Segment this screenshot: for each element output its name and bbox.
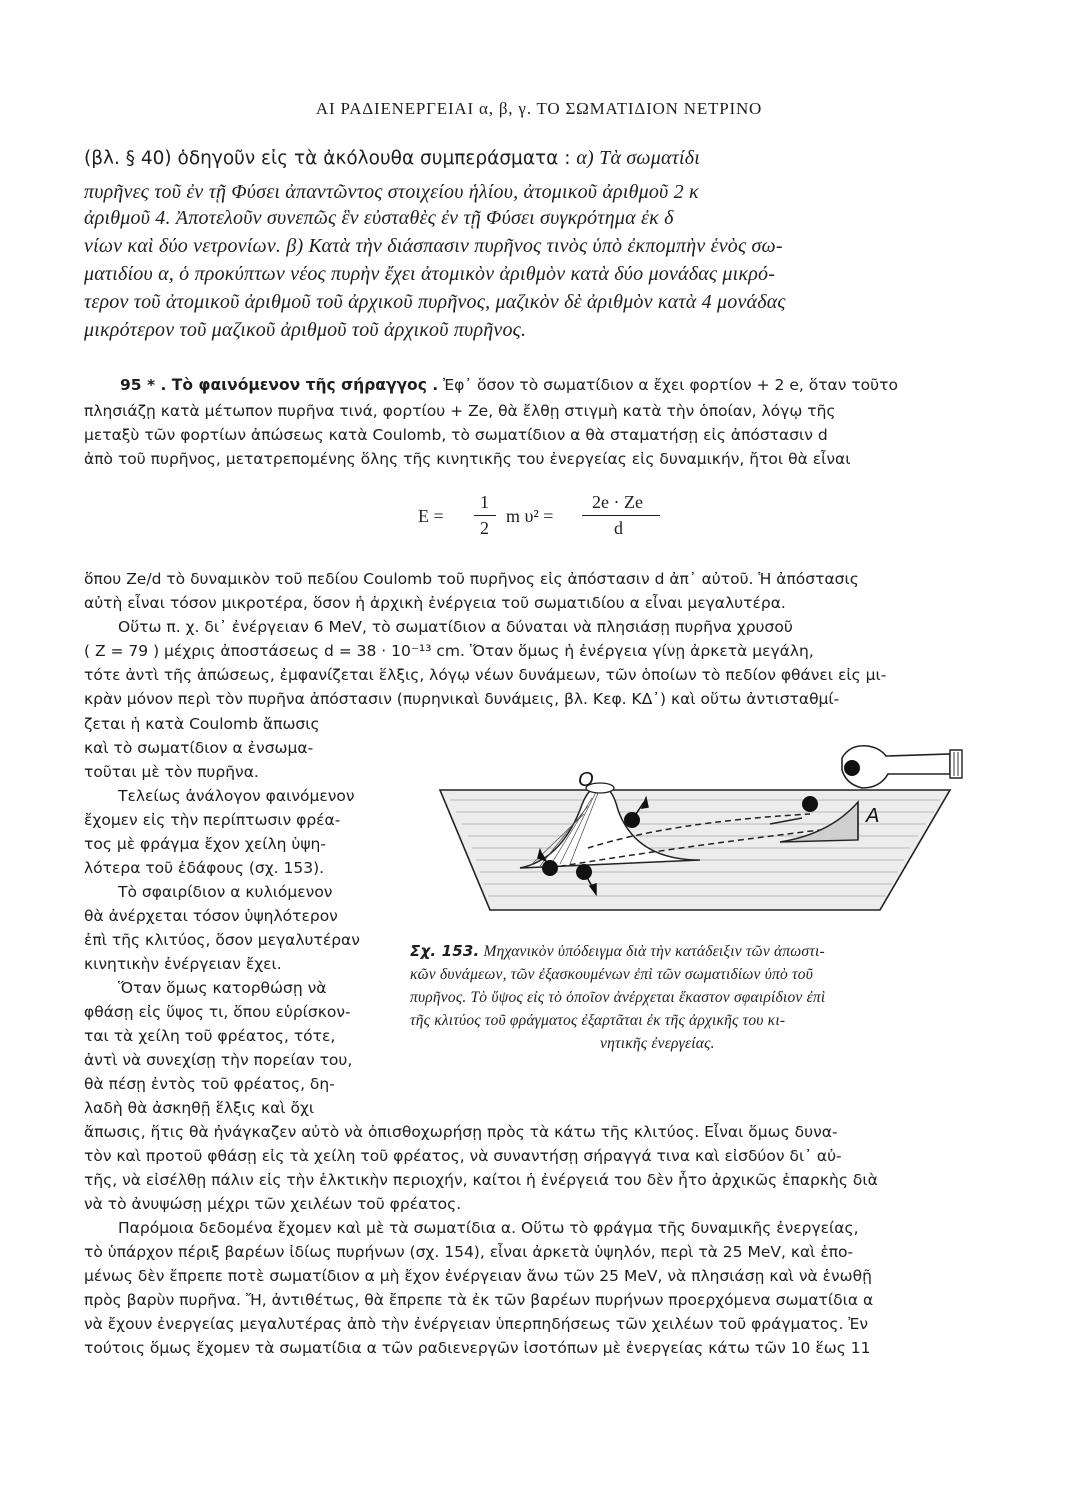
col-line-9: θὰ ἀνέρχεται τόσον ὑψηλότερον — [84, 907, 338, 925]
tail-line-5: Παρόμοια δεδομένα ἔχομεν καὶ μὲ τὰ σωματίδια α. Οὕτω τὸ φράγμα τῆς δυναμικῆς ἐνεργείας, — [118, 1219, 859, 1237]
col-line-13: φθάσῃ εἰς ὕψος τι, ὅπου εὑρίσκον- — [84, 1003, 351, 1021]
body-line-4: ( Z = 79 ) μέχρις ἀποστάσεως d = 38 · 10⁻¹³ cm. Ὅταν ὅμως ἡ ἐνέργεια γίνῃ ἀρκετὰ μεγάλη, — [84, 642, 814, 660]
col-line-8: Τὸ σφαιρίδιον α κυλιόμενον — [118, 883, 333, 901]
label-o: O — [578, 769, 594, 791]
col-line-5: ἔχομεν εἰς τὴν περίπτωσιν φρέα- — [84, 811, 341, 829]
tail-line-4: νὰ τὸ ἀνυψώσῃ μέχρι τῶν χειλέων τοῦ φρέατος. — [84, 1195, 462, 1213]
col-line-14: ται τὰ χείλη τοῦ φρέατος, τότε, — [84, 1027, 336, 1045]
intro-line-1: (βλ. § 40) ὁδηγοῦν εἰς τὰ ἀκόλουθα συμπεράσματα : α) Τὰ σωματίδι — [84, 147, 701, 169]
col-line-1: ζεται ἡ κατὰ Coulomb ἄπωσις — [84, 715, 320, 733]
body-line-1: ὅπου Ze/d τὸ δυναμικὸν τοῦ πεδίου Coulomb τοῦ πυρῆνος εἰς ἀπόστασιν d ἀπ᾽ αὐτοῦ. Ἡ ἀπόστασις — [84, 570, 859, 588]
section-line-2: πλησιάζῃ κατὰ μέτωπον πυρῆνα τινά, φορτίου + Ze, θὰ ἔλθῃ στιγμὴ κατὰ τὴν ὁποίαν, λόγῳ τῆς — [84, 402, 836, 420]
body-line-2: αὐτὴ εἶναι τόσον μικροτέρα, ὅσον ἡ ἀρχικὴ ἐνέργεια τοῦ σωματιδίου α εἶναι μεγαλυτέρα. — [84, 594, 786, 612]
intro-line-3: ἀριθμοῦ 4. Ἀποτελοῦν συνεπῶς ἓν εὐσταθὲς ἐν τῇ Φύσει συγκρότημα ἐκ δ — [84, 207, 674, 229]
col-line-6: τος μὲ φράγμα ἔχον χείλη ὑψη- — [84, 835, 326, 853]
section-heading: 95 * . Τὸ φαινόμενον τῆς σήραγγος . — [120, 376, 439, 394]
col-line-12: Ὅταν ὅμως κατορθώσῃ νὰ — [118, 979, 327, 997]
col-line-16: θὰ πέσῃ ἐντὸς τοῦ φρέατος, δη- — [84, 1075, 335, 1093]
tail-line-7: μένως δὲν ἔπρεπε ποτὲ σωματίδιον α μὴ ἔχον ἐνέργειαν ἄνω τῶν 25 MeV, νὰ πλησιάσῃ καὶ νὰ ἑνωθῇ — [84, 1267, 872, 1285]
section-line-3: μεταξὺ τῶν φορτίων ἀπώσεως κατὰ Coulomb, τὸ σωματίδιον α θὰ σταματήσῃ εἰς ἀπόστασιν d — [84, 426, 828, 444]
section-line-4: ἀπὸ τοῦ πυρῆνος, μετατρεπομένης ὅλης τῆς κινητικῆς του ἐνεργείας εἰς δυναμικήν, ἤτοι θὰ εἶναι — [84, 450, 851, 468]
body-line-6: κρὰν μόνον περὶ τὸν πυρῆνα ἀπόστασιν (πυρηνικαὶ δυνάμεις, βλ. Κεφ. ΚΔ᾽) καὶ οὕτω ἀντισταθμί- — [84, 690, 840, 708]
col-line-17: λαδὴ θὰ ἀσκηθῇ ἕλξις καὶ ὄχι — [84, 1099, 315, 1117]
tail-line-10: τούτοις ὅμως ἔχομεν τὰ σωματίδια α τῶν ραδιενεργῶν ἰσοτόπων μὲ ἐνεργείας κάτω τῶν 10 ἕως 11 — [84, 1339, 871, 1357]
col-line-15: ἀντὶ νὰ συνεχίσῃ τὴν πορείαν του, — [84, 1051, 353, 1069]
label-a: A — [866, 805, 880, 827]
tail-line-1: ἄπωσις, ἥτις θὰ ἠνάγκαζεν αὐτὸ νὰ ὀπισθοχωρήσῃ πρὸς τὰ κάτω τῆς κλιτύος. Εἶναι ὅμως δυνα- — [84, 1123, 838, 1141]
body-line-3: Οὕτω π. χ. δι᾽ ἐνέργειαν 6 MeV, τὸ σωματίδιον α δύναται νὰ πλησιάσῃ πυρῆνα χρυσοῦ — [118, 618, 793, 636]
col-line-7: λότερα τοῦ ἐδάφους (σχ. 153). — [84, 859, 325, 877]
hand-illustration — [842, 746, 962, 788]
tail-line-3: τῆς, νὰ εἰσέλθῃ πάλιν εἰς τὴν ἑλκτικὴν περιοχήν, καίτοι ἡ ἐνέργειά του δὲν ἦτο ἀρχικῶς ἐπαρκὴς διὰ — [84, 1171, 878, 1189]
intro-line-7: μικρότερον τοῦ μαζικοῦ ἀριθμοῦ τοῦ ἀρχικοῦ πυρῆνος. — [84, 319, 527, 341]
col-line-11: κινητικὴν ἐνέργειαν ἔχει. — [84, 955, 282, 973]
running-header: ΑΙ ΡΑΔΙΕΝΕΡΓΕΙΑΙ α, β, γ. ΤΟ ΣΩΜΑΤΙΔΙΟΝ ΝΕΤΡΙΝΟ — [315, 99, 763, 118]
tail-line-9: νὰ ἔχουν ἐνεργείας μεγαλυτέρας ἀπὸ τὴν ἐνέργειαν ὑπερπηδήσεως τῶν χειλέων τοῦ φράγματος. Ἐν — [84, 1315, 869, 1333]
col-line-2: καὶ τὸ σωματίδιον α ἐνσωμα- — [84, 739, 314, 757]
tail-line-6: τὸ ὑπάρχον πέριξ βαρέων ἰδίως πυρήνων (σχ. 154), εἶναι ἀρκετὰ ὑψηλόν, περὶ τὰ 25 MeV, καὶ ἑπο- — [84, 1243, 854, 1261]
ball — [802, 796, 818, 812]
figure-caption: Σχ. 153. Μηχανικὸν ὑπόδειγμα διὰ τὴν κατάδειξιν τῶν ἀπωστι- κῶν δυνάμεων, τῶν ἐξασκουμένων ἐπὶ τῶν σωματιδίων ὑπὸ τοῦ πυρῆνος. Τὸ ὕψος εἰς τὸ ὁποῖον ἀνέρχεται ἕκαστον σφαιρίδιον ἐπὶ τῆς κλιτύος τοῦ φράγματος ἐξαρτᾶται ἐκ τῆς ἀρχικῆς του κι- νητικῆς ἐνεργείας. — [410, 942, 826, 1052]
section-line-1: 95 * . Τὸ φαινόμενον τῆς σήραγγος . Ἐφ᾽ ὅσον τὸ σωματίδιον α ἔχει φορτίον + 2 e, ὅταν τοῦτο — [120, 376, 898, 394]
figure-153 — [410, 730, 970, 930]
col-line-10: ἐπὶ τῆς κλιτύος, ὅσον μεγαλυτέραν — [84, 931, 360, 949]
col-line-4: Τελείως ἀνάλογον φαινόμενον — [118, 787, 355, 805]
tail-line-2: τὸν καὶ προτοῦ φθάσῃ εἰς τὰ χείλη τοῦ φρέατος, νὰ συναντήσῃ σήραγγά τινα καὶ εἰσδύον δι᾽ αὐ- — [84, 1147, 842, 1165]
intro-line-4: νίων καὶ δύο νετρονίων. β) Κατὰ τὴν διάσπασιν πυρῆνος τινὸς ὑπὸ ἐκπομπὴν ἑνὸς σω- — [84, 235, 783, 257]
tail-line-8: πρὸς βαρὺν πυρῆνα. Ἤ, ἀντιθέτως, θὰ ἔπρεπε τὰ ἐκ τῶν βαρέων πυρήνων προερχόμενα σωματίδια α — [84, 1291, 874, 1309]
intro-line-6: τερον τοῦ ἀτομικοῦ ἀριθμοῦ τοῦ ἀρχικοῦ πυρῆνος, μαζικὸν δὲ ἀριθμὸν κατὰ 4 μονάδας — [84, 291, 786, 313]
col-line-3: τοῦται μὲ τὸν πυρῆνα. — [84, 763, 259, 781]
body-line-5: τότε ἀντὶ τῆς ἀπώσεως, ἐμφανίζεται ἕλξις, λόγῳ νέων δυνάμεων, τῶν ὁποίων τὸ πεδίον φθάνει εἰς μι- — [84, 666, 887, 684]
intro-line-5: ματιδίου α, ὁ προκύπτων νέος πυρὴν ἔχει ἀτομικὸν ἀριθμὸν κατὰ δύο μονάδας μικρό- — [84, 263, 776, 285]
intro-line-2: πυρῆνες τοῦ ἐν τῇ Φύσει ἀπαντῶντος στοιχείου ἡλίου, ἀτομικοῦ ἀριθμοῦ 2 κ — [84, 181, 699, 203]
caption-number: Σχ. 153. — [410, 942, 480, 960]
